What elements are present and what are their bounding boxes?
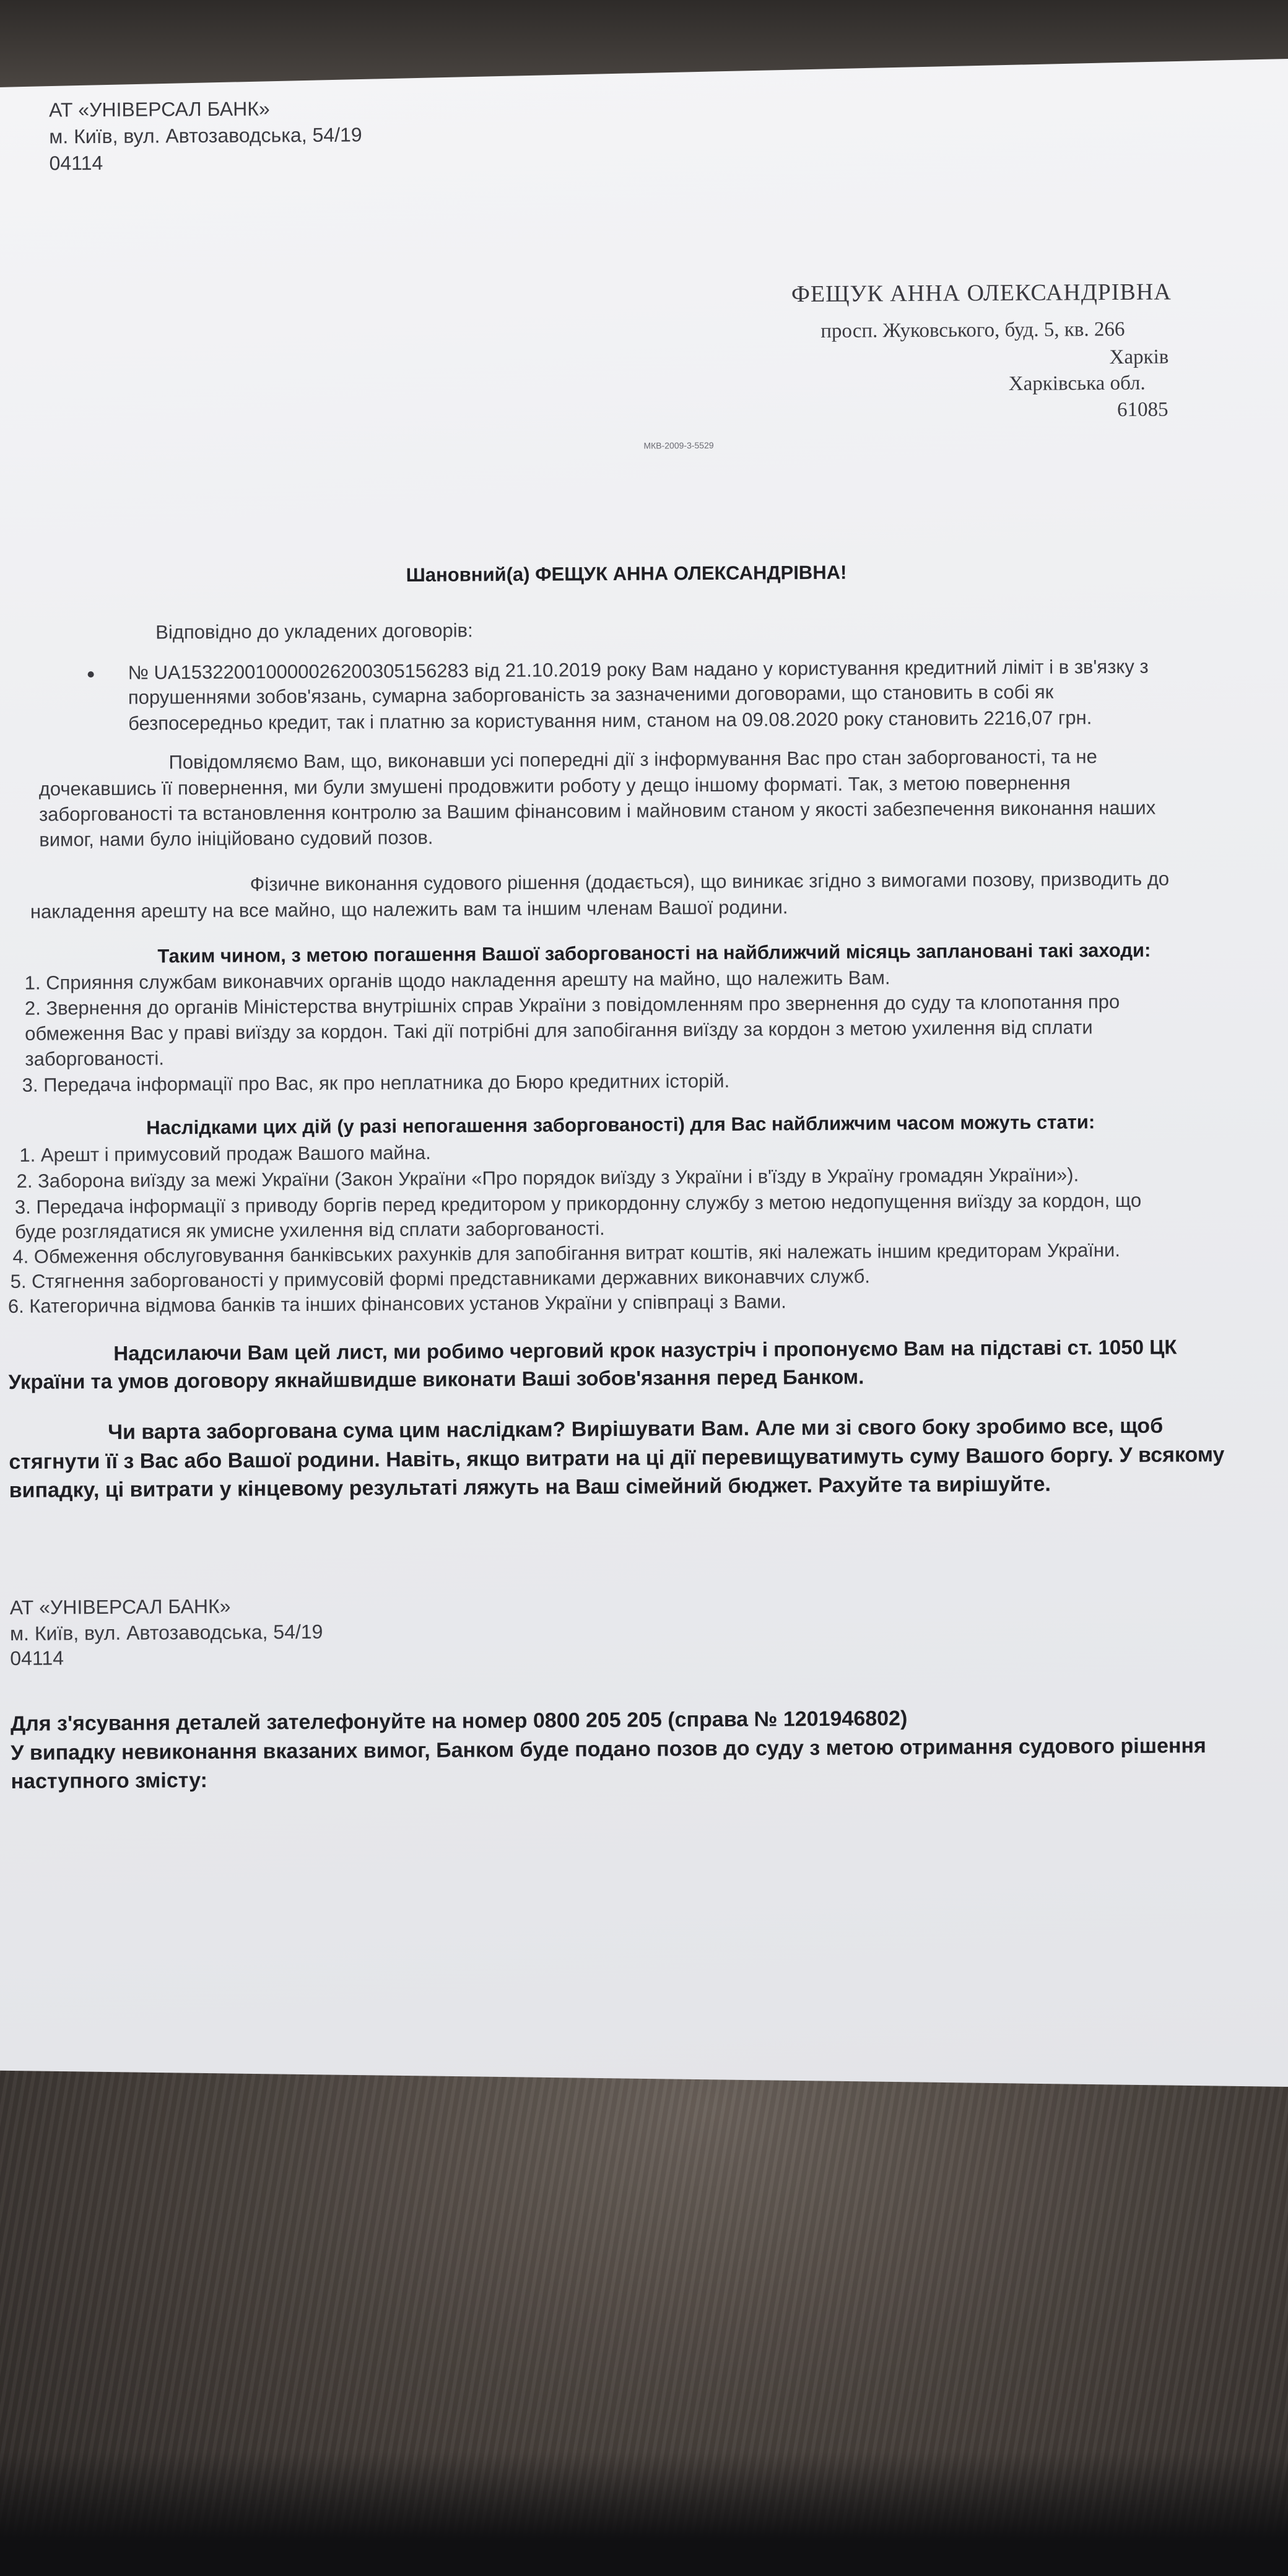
- offer-line: Надсилаючи Вам цей лист, ми робимо черговий крок назустріч і пропонуємо Вам на підставі ст. 1050 ЦК: [113, 1335, 1177, 1365]
- recipient-name: ФЕЩУК АННА ОЛЕКСАНДРІВНА: [791, 279, 1172, 308]
- measures-item: обмеження Вас у праві виїзду за кордон. Такі дії потрібні для запобігання виїзду за кордон з метою ухилення від сплати: [25, 1016, 1093, 1045]
- notice-paragraph-line: Повідомляємо Вам, що, виконавши усі попередні дії з інформування Вас про стан заборгованості, та не: [168, 746, 1097, 773]
- footer-sender-name: АТ «УНІВЕРСАЛ БАНК»: [9, 1595, 231, 1619]
- question-line: випадку, ці витрати у кінцевому результаті ляжуть на Ваш сімейний бюджет. Рахуйте та вирішуйте.: [9, 1472, 1051, 1502]
- consequences-item: 5. Стягнення заборгованості у примусовій формі представниками державних виконавчих служб.: [10, 1265, 871, 1292]
- recipient-city: Харків: [1109, 346, 1169, 369]
- footer-sender-street: м. Київ, вул. Автозаводська, 54/19: [10, 1620, 323, 1645]
- contact-line: Для з'ясування деталей зателефонуйте на номер 0800 205 205 (справа № 1201946802): [10, 1707, 908, 1736]
- notice-paragraph-line: вимог, нами було ініційовано судовий позов.: [39, 826, 433, 851]
- contract-line: безпосередньо кредит, так і платню за користування ним, станом на 09.08.2020 року становить 2216,07 грн.: [128, 707, 1092, 734]
- consequences-item: 4. Обмеження обслуговування банківських рахунків для запобігання витрат коштів, які належать іншим кредиторам України.: [12, 1238, 1121, 1268]
- question-line: стягнути її з Вас або Вашої родини. Навіть, якщо витрати на ці дії перевищуватимуть суму Вашого боргу. У всякому: [9, 1442, 1225, 1474]
- consequences-item: 2. Заборона виїзду за межі України (Закон України «Про порядок виїзду з України і в'їзду в Україну громадян України»).: [16, 1164, 1079, 1192]
- footer-sender-zip: 04114: [10, 1647, 64, 1669]
- question-line: Чи варта заборгована сума цим наслідкам? Вирішувати Вам. Але ми зі свого боку зробимо все, щоб: [108, 1414, 1164, 1444]
- consequences-item: 6. Категорична відмова банків та інших фінансових установ України у співпраці з Вами.: [7, 1290, 786, 1317]
- contract-line: № UA153220010000026200305156283 від 21.10.2019 року Вам надано у користування кредитний ліміт і в зв'язку з: [128, 655, 1149, 684]
- contact-line: У випадку невиконання вказаних вимог, Банком буде подано позов до суду з метою отримання судового рішення: [11, 1734, 1206, 1765]
- notice-paragraph-line: дочекавшись її повернення, ми були змушені продовжити роботу у дещо іншому форматі. Так, з метою повернення: [38, 772, 1071, 800]
- measures-item: заборгованості.: [25, 1047, 165, 1070]
- measures-heading: Таким чином, з метою погашення Вашої заборгованості на найближчий місяць заплановані такі заходи:: [157, 939, 1151, 967]
- contact-line: наступного змісту:: [11, 1769, 208, 1793]
- reference-code: МКВ-2009-3-5529: [643, 440, 714, 451]
- consequences-item: буде розглядатися як умисне ухилення від сплати заборгованості.: [15, 1217, 605, 1243]
- recipient-region: Харківська обл.: [1008, 372, 1146, 396]
- measures-item: 2. Звернення до органів Міністерства внутрішніх справ України з повідомленням про звернення до суду та клопотання про: [24, 990, 1120, 1019]
- notice-paragraph-line: заборгованості та встановлення контролю за Вашим фінансовим і майновим станом у якості забезпечення виконання наших: [38, 796, 1156, 825]
- recipient-street: просп. Жуковського, буд. 5, кв. 266: [820, 318, 1125, 342]
- bullet-dot: [88, 671, 94, 677]
- court-paragraph-line: Фізичне виконання судового рішення (додається), що виникає згідно з вимогами позову, призводить до: [250, 868, 1170, 895]
- court-paragraph-line: накладення арешту на все майно, що належить вам та іншим членам Вашої родини.: [30, 896, 788, 923]
- offer-line: України та умов договору якнайшвидше виконати Ваші зобов'язання перед Банком.: [8, 1365, 864, 1393]
- recipient-zip: 61085: [1116, 398, 1168, 421]
- sender-zip: 04114: [49, 151, 103, 175]
- consequences-item: 3. Передача інформації з приводу боргів перед кредитором у прикордонну службу з метою недопущення виїзду за кордон, що: [14, 1189, 1142, 1218]
- greeting: Шановний(а) ФЕЩУК АННА ОЛЕКСАНДРІВНА!: [406, 561, 847, 586]
- intro-line: Відповідно до укладених договорів:: [155, 619, 473, 643]
- background-shadow: [0, 2452, 1288, 2576]
- contract-line: порушеннями зобов'язань, сумарна заборгованість за зазначеними договорами, що становить в собі як: [128, 681, 1054, 708]
- sender-street: м. Київ, вул. Автозаводська, 54/19: [49, 123, 362, 148]
- measures-item: 1. Сприяння службам виконавчих органів щодо накладення арешту на майно, що належить Вам.: [24, 967, 890, 994]
- consequences-heading: Наслідками цих дій (у разі непогашення заборгованості) для Вас найближчим часом можуть стати:: [146, 1111, 1095, 1139]
- measures-item: 3. Передача інформації про Вас, як про неплатника до Бюро кредитних історій.: [22, 1069, 730, 1096]
- sender-name: АТ «УНІВЕРСАЛ БАНК»: [48, 97, 270, 121]
- consequences-item: 1. Арешт і примусовий продаж Вашого майна.: [19, 1141, 431, 1166]
